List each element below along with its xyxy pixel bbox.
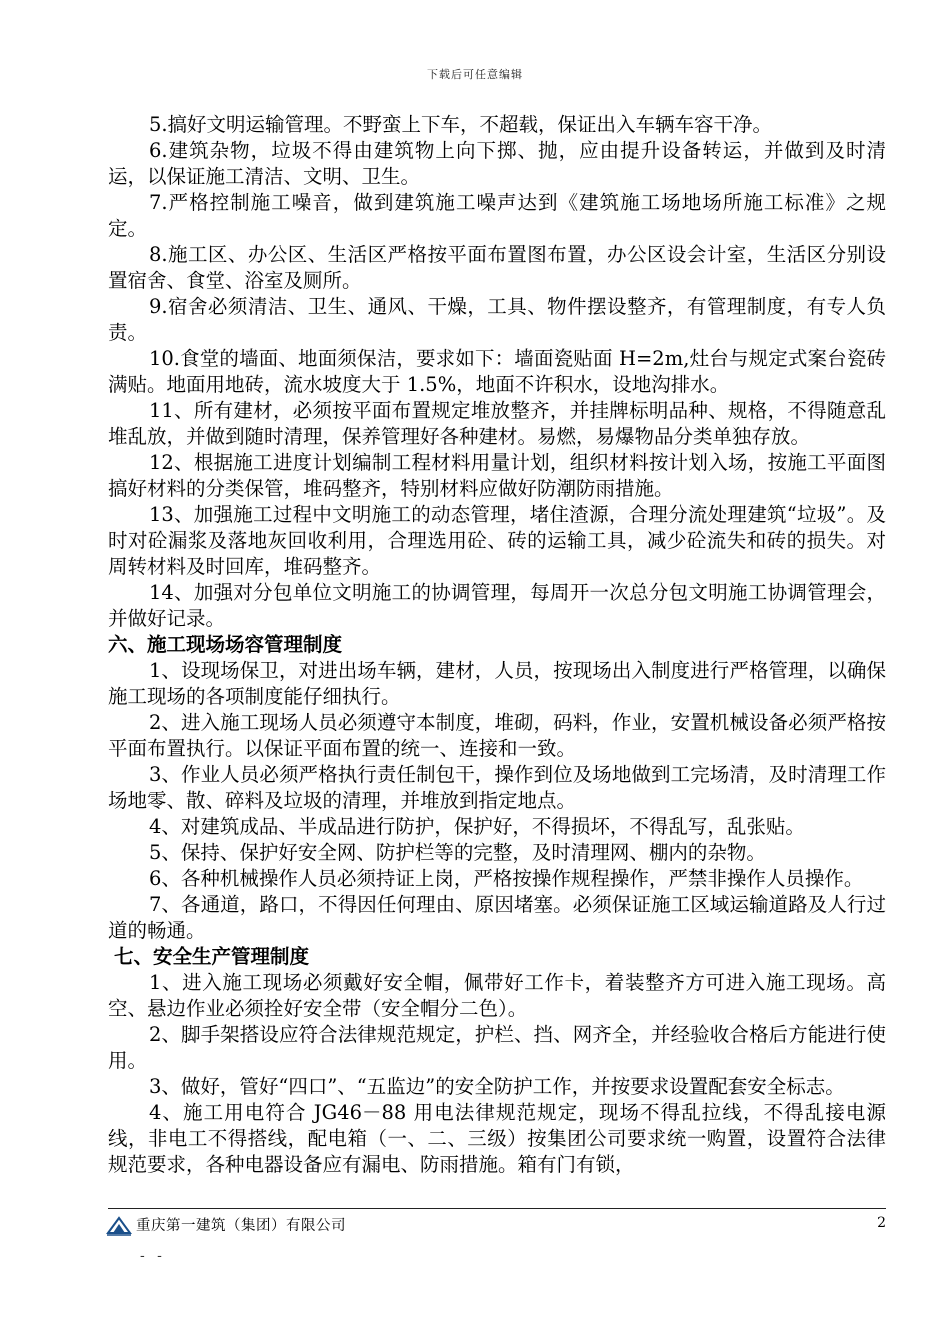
bottom-mark: - -: [140, 1248, 166, 1264]
paragraph: 9.宿舍必须清洁、卫生、通风、干燥，工具、物件摆设整齐，有管理制度，有专人负责。: [108, 295, 886, 344]
paragraph: 7.严格控制施工噪音，做到建筑施工噪声达到《建筑施工场地场所施工标准》之规定。: [108, 191, 886, 240]
paragraph: 7、各通道，路口，不得因任何理由、原因堵塞。必须保证施工区域运输道路及人行过道的畅通。: [108, 893, 886, 942]
document-body: [108, 112, 886, 1178]
paragraph: 10.食堂的墙面、地面须保洁，要求如下：墙面瓷贴面 H=2m,灶台与规定式案台瓷砖满贴。地面用地砖，流水坡度大于 1.5%，地面不许积水，设地沟排水。: [108, 347, 886, 396]
section-heading-site-management: 六、施工现场场容管理制度: [108, 633, 343, 656]
paragraph: 6、各种机械操作人员必须持证上岗，严格按操作规程操作，严禁非操作人员操作。: [148, 867, 864, 890]
page-footer: [108, 1208, 886, 1239]
paragraph: 2、脚手架搭设应符合法律规范规定，护栏、挡、网齐全，并经验收合格后方能进行使用。: [108, 1023, 886, 1072]
paragraph: 1、设现场保卫，对进出场车辆，建材，人员，按现场出入制度进行严格管理，以确保施工现场的各项制度能仔细执行。: [108, 659, 886, 708]
paragraph: 5、保持、保护好安全网、防护栏等的完整，及时清理网、棚内的杂物。: [148, 841, 766, 864]
paragraph: 3、做好，管好“四口”、“五监边”的安全防护工作，并按要求设置配套安全标志。: [148, 1075, 845, 1098]
paragraph: 4、施工用电符合 JG46－88 用电法律规范规定，现场不得乱拉线，不得乱接电源线，非电工不得搭线，配电箱（一、二、三级）按集团公司要求统一购置，设置符合法律规范要求，各种电器设备应有漏电、防雨措施。箱有门有锁，: [108, 1101, 886, 1176]
paragraph: 5.搞好文明运输管理。不野蛮上下车，不超载，保证出入车辆车容干净。: [148, 113, 773, 136]
paragraph: 13、加强施工过程中文明施工的动态管理，堵住渣源，合理分流处理建筑“垃圾”。及时对砼漏浆及落地灰回收利用，合理选用砼、砖的运输工具，减少砼流失和砖的损失。对周转材料及时回库，堆码整齐。: [108, 503, 886, 578]
paragraph: 12、根据施工进度计划编制工程材料用量计划，组织材料按计划入场，按施工平面图搞好材料的分类保管，堆码整齐，特别材料应做好防潮防雨措施。: [108, 451, 886, 500]
company-logo-icon: [106, 1214, 132, 1236]
paragraph: 3、作业人员必须严格执行责任制包干，操作到位及场地做到工完场清，及时清理工作场地零、散、碎料及垃圾的清理，并堆放到指定地点。: [108, 763, 886, 812]
paragraph: 4、对建筑成品、半成品进行防护，保护好，不得损坏，不得乱写，乱张贴。: [148, 815, 805, 838]
paragraph: 14、加强对分包单位文明施工的协调管理，每周开一次总分包文明施工协调管理会，并做好记录。: [108, 581, 886, 630]
paragraph: 1、进入施工现场必须戴好安全帽，佩带好工作卡，着装整齐方可进入施工现场。高空、悬边作业必须拴好安全带（安全帽分二色）。: [108, 971, 886, 1020]
page-number: 2: [877, 1215, 886, 1231]
company-name: 重庆第一建筑（集团）有限公司: [136, 1218, 346, 1234]
page-header: 下载后可任意编辑: [427, 68, 523, 81]
paragraph: 11、所有建材，必须按平面布置规定堆放整齐，并挂牌标明品种、规格，不得随意乱堆乱放，并做到随时清理，保养管理好各种建材。易燃，易爆物品分类单独存放。: [108, 399, 886, 448]
paragraph: 6.建筑杂物，垃圾不得由建筑物上向下掷、抛，应由提升设备转运，并做到及时清运，以保证施工清洁、文明、卫生。: [108, 139, 886, 188]
section-heading-safety: 七、安全生产管理制度: [114, 945, 310, 968]
paragraph: 8.施工区、办公区、生活区严格按平面布置图布置，办公区设会计室，生活区分别设置宿舍、食堂、浴室及厕所。: [108, 243, 886, 292]
paragraph: 2、进入施工现场人员必须遵守本制度，堆砌，码料，作业，安置机械设备必须严格按平面布置执行。以保证平面布置的统一、连接和一致。: [108, 711, 886, 760]
